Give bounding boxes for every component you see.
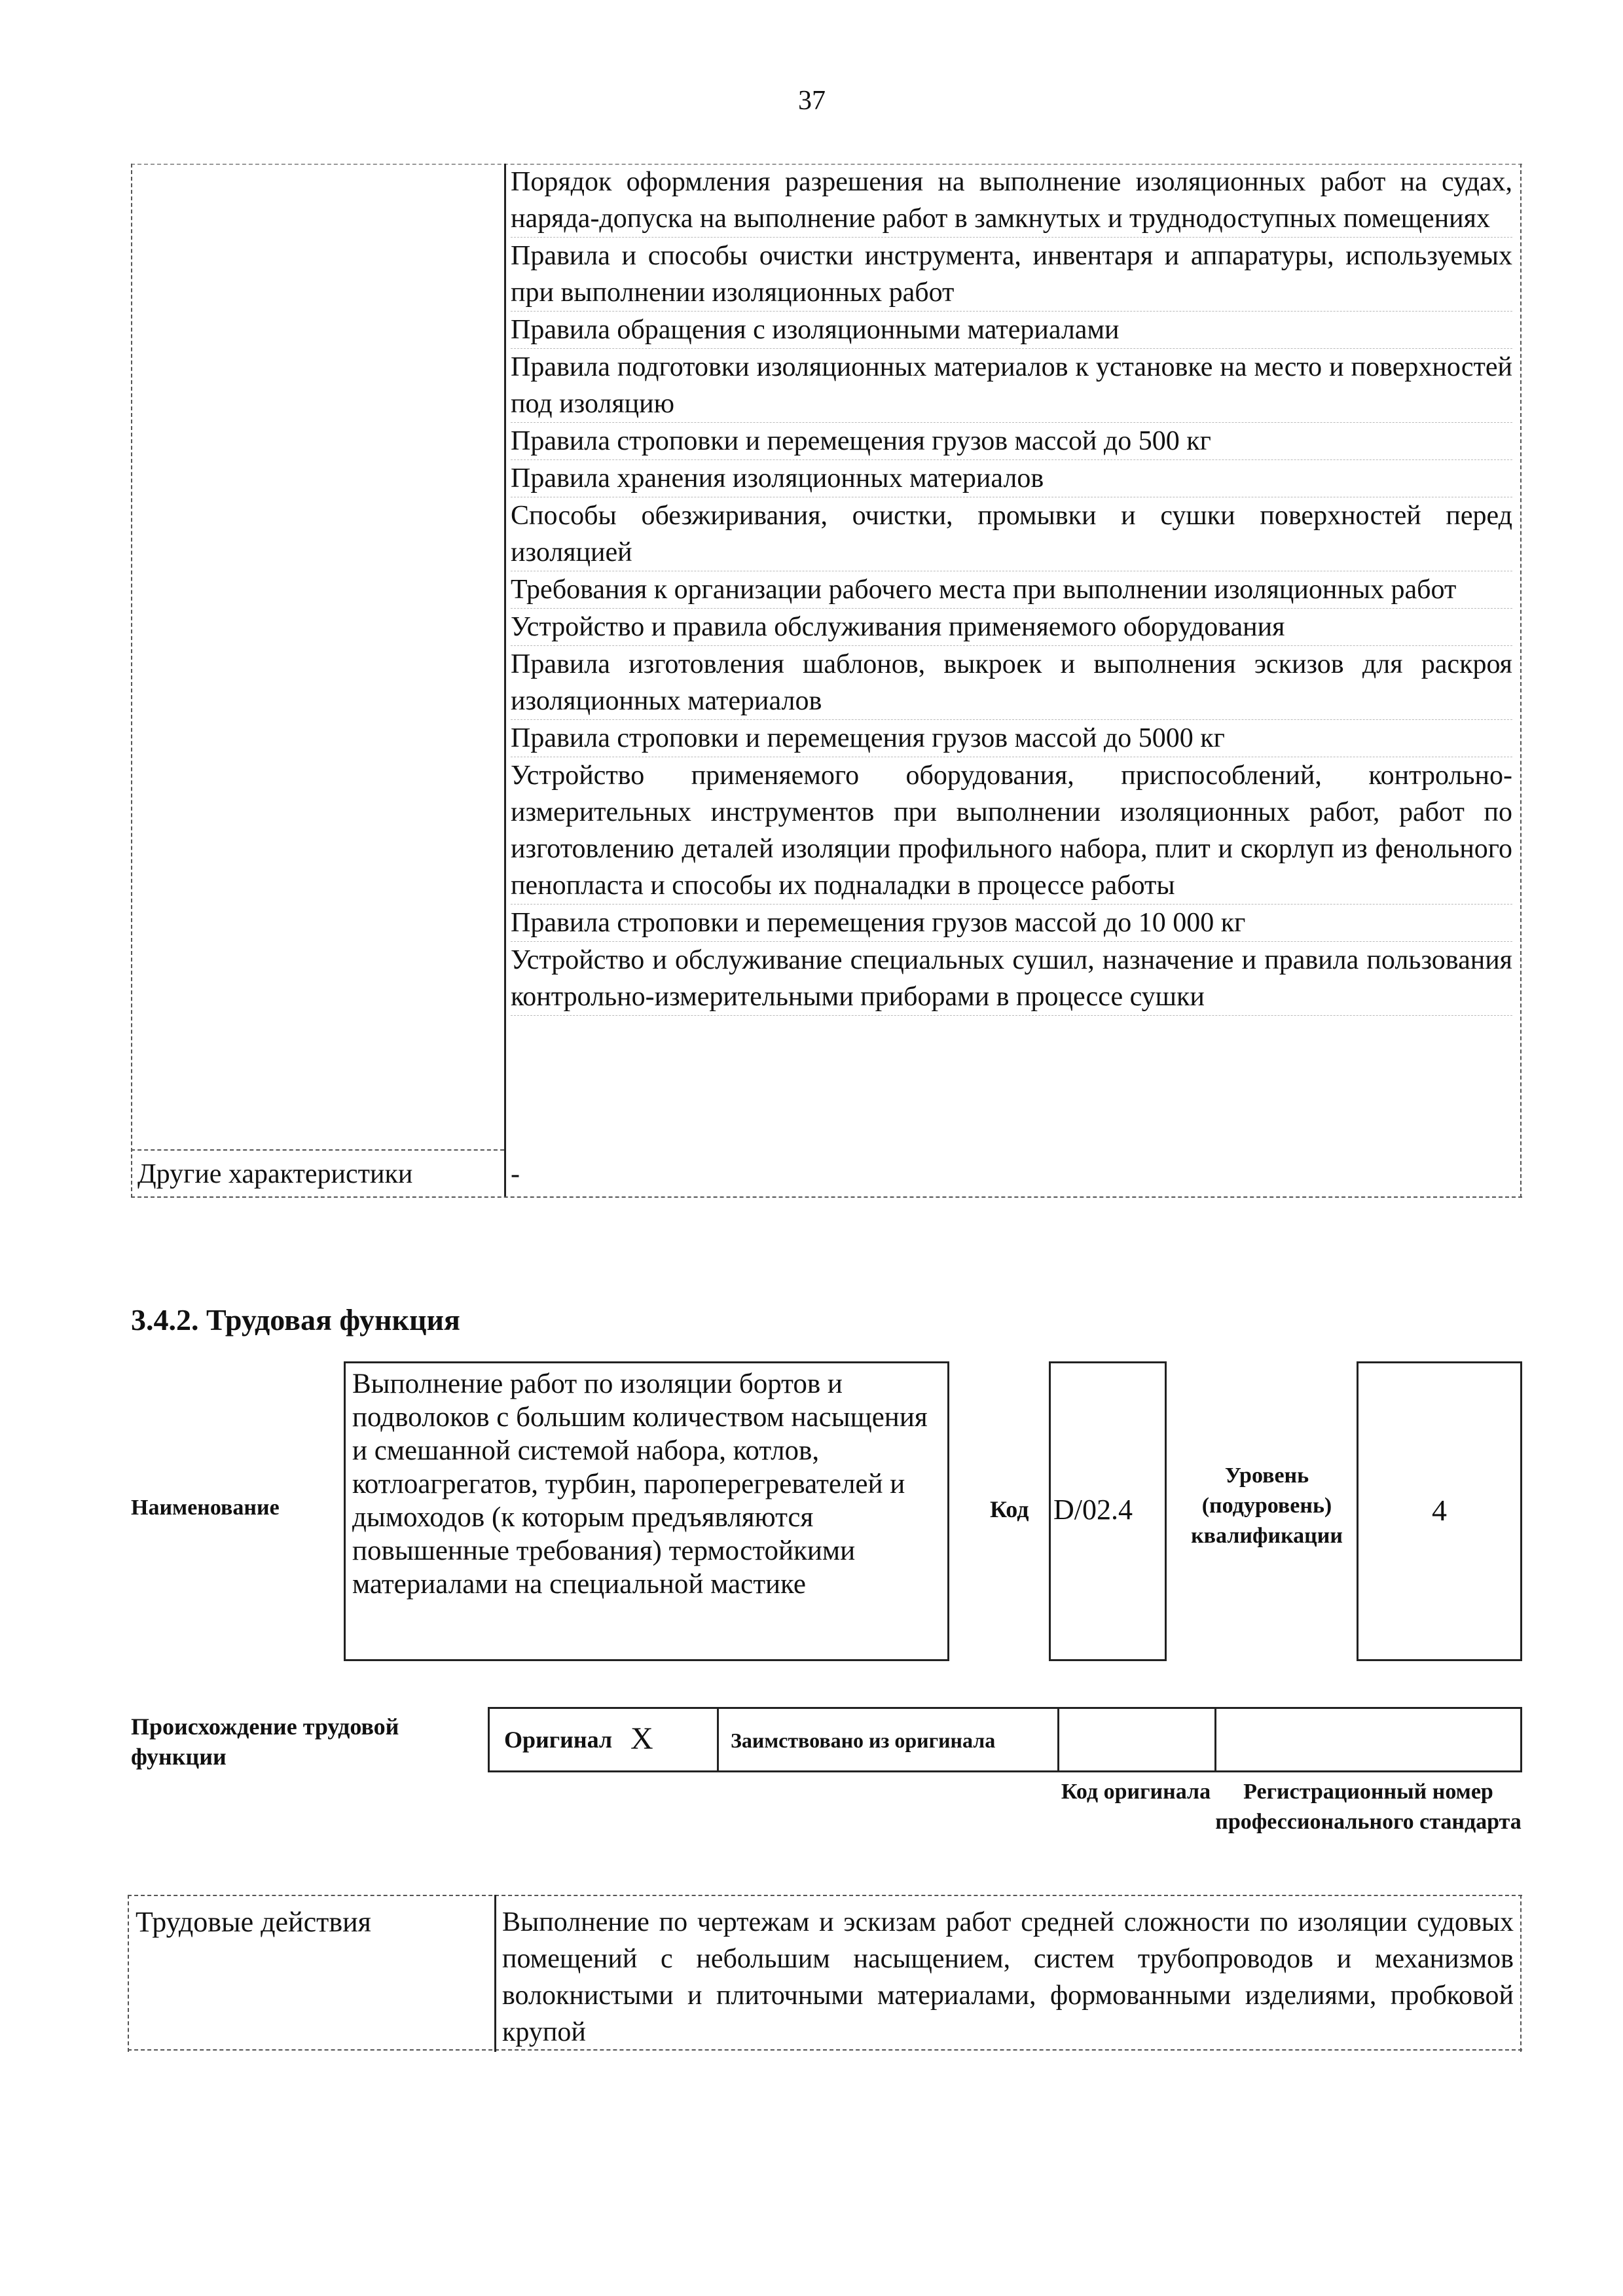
knowledge-item: Устройство применяемого оборудования, приспособлений, контрольно-измерительных инструментов при выполнении изоляционных работ, работ по изготовлению деталей изоляции профильного набора, плит и скорлуп из фенольного пенопласта и способы их подналадки в процессе работы (511, 757, 1512, 905)
origin-label: Происхождение трудовой функции (131, 1713, 399, 1770)
table-border (1520, 164, 1522, 1198)
table-column-divider (504, 164, 506, 1198)
knowledge-item: Правила и способы очистки инструмента, инвентаря и аппаратуры, используемых при выполнении изоляционных работ (511, 238, 1512, 312)
knowledge-item: Правила обращения с изоляционными материалами (511, 312, 1512, 349)
reg-number-cell (1216, 1709, 1520, 1770)
knowledge-item: Правила строповки и перемещения грузов массой до 10 000 кг (511, 905, 1512, 942)
labor-actions-label: Трудовые действия (136, 1906, 371, 1938)
code-original-caption: Код оригинала (1061, 1780, 1211, 1804)
function-code-box (1049, 1361, 1167, 1661)
other-characteristics-value: - (511, 1159, 520, 1189)
labor-actions-table (128, 1895, 1522, 2052)
knowledge-list (511, 164, 1512, 1016)
qualification-level-value: 4 (1432, 1494, 1447, 1527)
table-border (131, 164, 132, 1198)
knowledge-item: Устройство и правила обслуживания применяемого оборудования (511, 609, 1512, 646)
name-label: Наименование (131, 1496, 280, 1520)
table-border (128, 1895, 1522, 1896)
code-label: Код (990, 1496, 1029, 1522)
knowledge-item: Порядок оформления разрешения на выполнение изоляционных работ на судах, наряда-допуска на выполнение работ в замкнутых и труднодоступных помещениях (511, 164, 1512, 238)
table-border (128, 1895, 129, 2052)
qualification-level-label: Уровень (подуровень) квалификации (1191, 1463, 1343, 1548)
origin-original-label: Оригинал (504, 1727, 613, 1753)
qualification-level-box (1357, 1361, 1522, 1661)
origin-borrowed-cell (719, 1709, 1059, 1770)
page-number: 37 (798, 86, 826, 116)
origin-original-mark: X (630, 1721, 653, 1756)
knowledge-item: Правила строповки и перемещения грузов массой до 500 кг (511, 423, 1512, 460)
function-code-value: D/02.4 (1053, 1494, 1133, 1526)
function-name-value: Выполнение работ по изоляции бортов и подволоков с большим количеством насыщения и смешанной системой набора, котлов, котлоагрегатов, турбин, пароперегревателей и дымоходов (к которым предъявляются повышенные требования) термостойкими материалами на специальной мастике (352, 1369, 928, 1600)
table-column-divider (494, 1895, 496, 2052)
code-original-cell (1059, 1709, 1216, 1770)
knowledge-item: Правила хранения изоляционных материалов (511, 460, 1512, 497)
knowledge-table (131, 164, 1522, 1198)
table-border (1520, 1895, 1522, 2052)
other-characteristics-label: Другие характеристики (137, 1159, 413, 1189)
function-name-box (344, 1361, 949, 1661)
table-row-divider (131, 1149, 504, 1151)
knowledge-item: Правила изготовления шаблонов, выкроек и выполнения эскизов для раскроя изоляционных материалов (511, 646, 1512, 720)
origin-borrowed-label: Заимствовано из оригинала (731, 1729, 996, 1752)
knowledge-item: Способы обезжиривания, очистки, промывки и сушки поверхностей перед изоляцией (511, 497, 1512, 571)
knowledge-item: Правила строповки и перемещения грузов массой до 5000 кг (511, 720, 1512, 757)
section-heading: 3.4.2. Трудовая функция (131, 1303, 460, 1336)
labor-actions-text: Выполнение по чертежам и эскизам работ средней сложности по изоляции судовых помещений с небольшим насыщением, систем трубопроводов и механизмов волокнистыми и плиточными материалами, формованными изделиями, пробковой крупой (502, 1907, 1514, 2047)
origin-table (488, 1707, 1522, 1772)
knowledge-item: Требования к организации рабочего места при выполнении изоляционных работ (511, 571, 1512, 609)
reg-number-caption: Регистрационный номер профессионального стандарта (1215, 1780, 1522, 1834)
knowledge-item: Устройство и обслуживание специальных сушил, назначение и правила пользования контрольно-измерительными приборами в процессе сушки (511, 942, 1512, 1016)
origin-original-cell (490, 1709, 719, 1770)
knowledge-item: Правила подготовки изоляционных материалов к установке на место и поверхностей под изоляцию (511, 349, 1512, 423)
table-border (131, 1196, 1522, 1198)
